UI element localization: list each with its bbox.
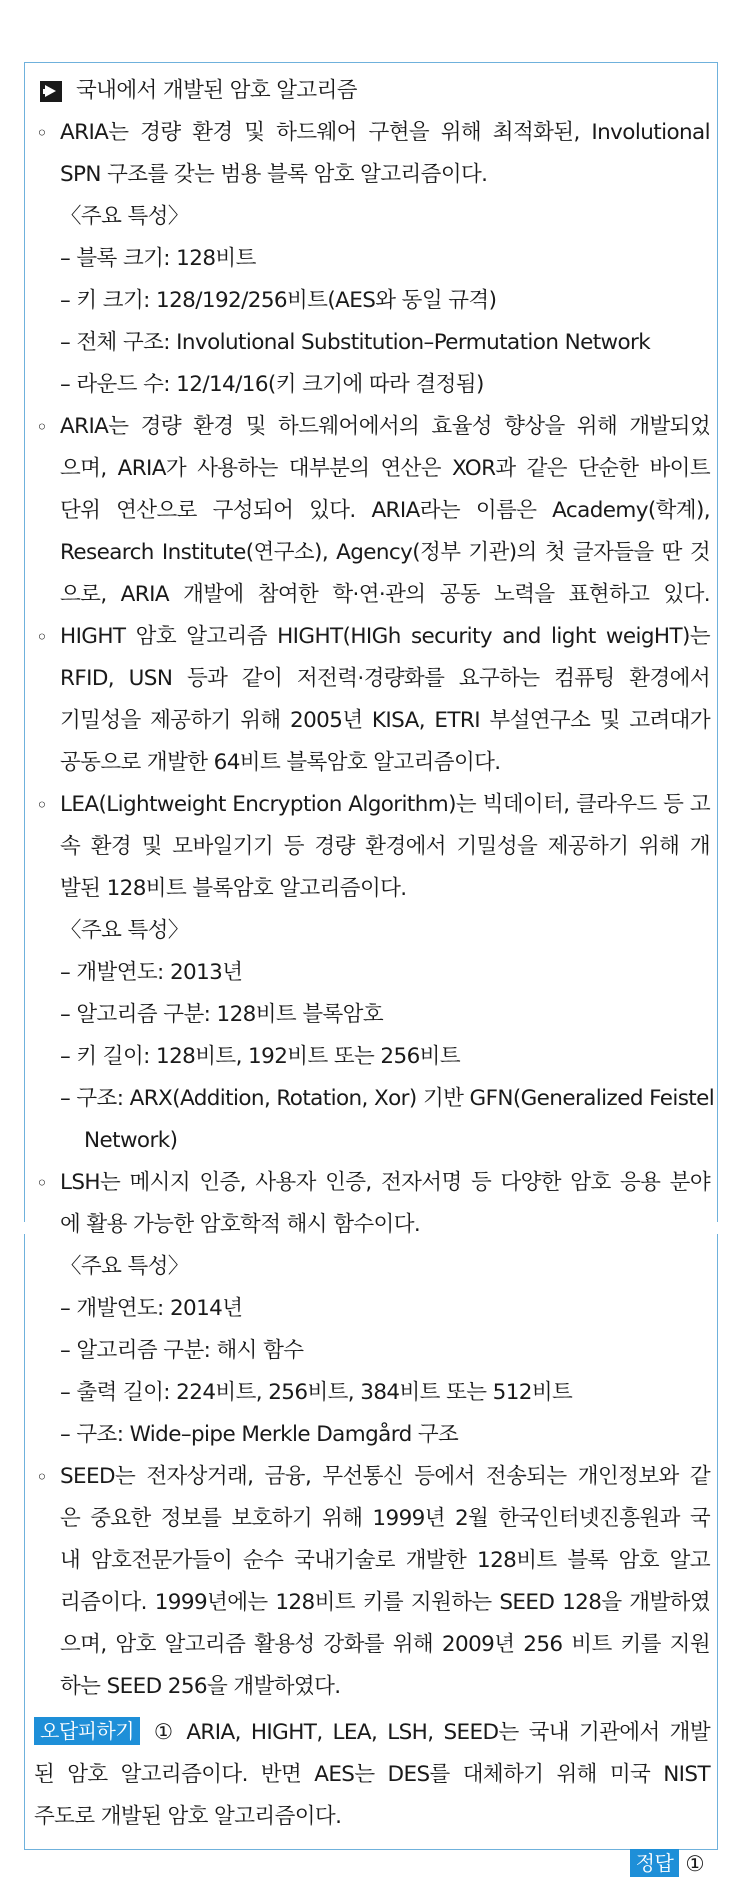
line-text: 주도로 개발된 암호 알고리즘이다.	[34, 1804, 342, 1829]
line-text: RFID, USN 등과 같이 저전력·경량화를 요구하는 컴퓨팅 환경에서	[60, 666, 710, 691]
aria-desc-line-3	[34, 490, 710, 532]
note-line-1	[34, 1712, 710, 1754]
section-title	[34, 70, 710, 112]
hight-line-3	[34, 700, 710, 742]
line-text: – 전체 구조: Involutional Substitution–Permutation Network	[60, 330, 651, 355]
note-line-2	[34, 1754, 710, 1796]
lsh-features-heading	[34, 1246, 710, 1288]
lsh-feature-year	[34, 1288, 710, 1330]
note-label-badge: 오답피하기	[34, 1717, 140, 1745]
aria-intro-line-1	[34, 112, 710, 154]
line-text: 으며, 암호 알고리즘 활용성 강화를 위해 2009년 256 비트 키를 지원	[60, 1632, 710, 1657]
line-text: SPN 구조를 갖는 범용 블록 암호 알고리즘이다.	[60, 162, 488, 187]
bullet-icon: ◦	[36, 793, 48, 817]
lea-feature-structure-cont	[34, 1120, 710, 1162]
line-text: LEA(Lightweight Encryption Algorithm)는 빅데이터, 클라우드 등 고	[60, 792, 710, 817]
aria-feature-key	[34, 280, 710, 322]
line-text: 리즘이다. 1999년에는 128비트 키를 지원하는 SEED 128을 개발하였	[60, 1590, 710, 1615]
lsh-line-2	[34, 1204, 710, 1246]
bullet-icon: ◦	[36, 415, 48, 439]
lea-feature-structure	[34, 1078, 715, 1120]
lsh-feature-output	[34, 1372, 710, 1414]
seed-line-2	[34, 1498, 710, 1540]
line-text: HIGHT 암호 알고리즘 HIGHT(HIGh security and light weigHT)는	[60, 624, 710, 649]
content	[34, 70, 715, 1886]
lsh-feature-structure	[34, 1414, 710, 1456]
line-text: 속 환경 및 모바일기기 등 경량 환경에서 기밀성을 제공하기 위해 개	[60, 834, 710, 859]
aria-desc-line-1	[34, 406, 710, 448]
line-text: – 구조: Wide–pipe Merkle Damgård 구조	[60, 1422, 459, 1447]
lea-line-2	[34, 826, 710, 868]
section-title-text: 국내에서 개발된 암호 알고리즘	[76, 78, 357, 103]
answer-value: ①	[685, 1852, 704, 1877]
line-text: 내 암호전문가들이 순수 국내기술로 개발한 128비트 블록 암호 알고	[60, 1548, 710, 1573]
bullet-icon: ◦	[36, 121, 48, 145]
line-text: – 라운드 수: 12/14/16(키 크기에 따라 결정됨)	[60, 372, 484, 397]
line-text: 으며, ARIA가 사용하는 대부분의 연산은 XOR과 같은 단순한 바이트	[60, 456, 710, 481]
frame-break-left	[20, 1222, 30, 1234]
line-text: SEED는 전자상거래, 금융, 무선통신 등에서 전송되는 개인정보와 같	[60, 1464, 710, 1489]
arrow-box-icon	[40, 81, 62, 102]
hight-line-1	[34, 616, 710, 658]
line-text: – 개발연도: 2013년	[60, 960, 243, 985]
aria-feature-block	[34, 238, 710, 280]
line-text: – 키 크기: 128/192/256비트(AES와 동일 규격)	[60, 288, 497, 313]
seed-line-6	[34, 1666, 710, 1708]
line-text: 으로, ARIA 개발에 참여한 학·연·관의 공동 노력을 표현하고 있다.	[60, 582, 710, 607]
line-text: LSH는 메시지 인증, 사용자 인증, 전자서명 등 다양한 암호 응용 분야	[60, 1170, 710, 1195]
lea-features-heading	[34, 910, 710, 952]
line-text: 공동으로 개발한 64비트 블록암호 알고리즘이다.	[60, 750, 501, 775]
seed-line-5	[34, 1624, 710, 1666]
line-text: 하는 SEED 256을 개발하였다.	[60, 1674, 341, 1699]
bullet-icon: ◦	[36, 1171, 48, 1195]
line-text: 단위 연산으로 구성되어 있다. ARIA라는 이름은 Academy(학계),	[60, 498, 710, 523]
line-text: – 출력 길이: 224비트, 256비트, 384비트 또는 512비트	[60, 1380, 573, 1405]
lea-feature-year	[34, 952, 710, 994]
line-text: 기밀성을 제공하기 위해 2005년 KISA, ETRI 부설연구소 및 고려대가	[60, 708, 710, 733]
answer-label-badge: 정답	[630, 1849, 680, 1877]
lea-line-3	[34, 868, 710, 910]
seed-line-1	[34, 1456, 710, 1498]
line-text: ARIA는 경량 환경 및 하드웨어에서의 효율성 향상을 위해 개발되었	[60, 414, 710, 439]
line-text: 된 암호 알고리즘이다. 반면 AES는 DES를 대체하기 위해 미국 NIST	[34, 1762, 710, 1787]
note-line-3	[34, 1796, 710, 1838]
aria-desc-line-2	[34, 448, 710, 490]
line-text: Network)	[84, 1128, 178, 1153]
line-text: – 블록 크기: 128비트	[60, 246, 256, 271]
line-text: 〈주요 특성〉	[60, 204, 189, 229]
line-text: ARIA는 경량 환경 및 하드웨어 구현을 위해 최적화된, Involutional	[60, 120, 710, 145]
lea-line-1	[34, 784, 710, 826]
seed-line-3	[34, 1540, 710, 1582]
answer-row	[34, 1844, 710, 1886]
line-text: – 구조: ARX(Addition, Rotation, Xor) 기반 GFN(Generalized Feistel	[60, 1086, 715, 1111]
aria-feature-rounds	[34, 364, 710, 406]
lsh-feature-type	[34, 1330, 710, 1372]
aria-desc-line-4	[34, 532, 710, 574]
hight-line-4	[34, 742, 710, 784]
lsh-line-1	[34, 1162, 710, 1204]
line-text: – 개발연도: 2014년	[60, 1296, 243, 1321]
bullet-icon: ◦	[36, 625, 48, 649]
lea-feature-type	[34, 994, 710, 1036]
line-text: – 알고리즘 구분: 해시 함수	[60, 1338, 304, 1363]
lea-feature-key	[34, 1036, 710, 1078]
bullet-icon: ◦	[36, 1465, 48, 1489]
line-text: 〈주요 특성〉	[60, 1254, 189, 1279]
line-text: 은 중요한 정보를 보호하기 위해 1999년 2월 한국인터넷진흥원과 국	[60, 1506, 710, 1531]
frame-break-right	[713, 1222, 723, 1234]
line-text: – 알고리즘 구분: 128비트 블록암호	[60, 1002, 383, 1027]
aria-feature-structure	[34, 322, 710, 364]
line-text: 에 활용 가능한 암호학적 해시 함수이다.	[60, 1212, 421, 1237]
aria-desc-line-5	[34, 574, 710, 616]
line-text: – 키 길이: 128비트, 192비트 또는 256비트	[60, 1044, 461, 1069]
hight-line-2	[34, 658, 710, 700]
line-text: Research Institute(연구소), Agency(정부 기관)의 첫 글자들을 딴 것	[60, 540, 710, 565]
aria-intro-line-2	[34, 154, 710, 196]
line-text: 〈주요 특성〉	[60, 918, 189, 943]
line-text: ① ARIA, HIGHT, LEA, LSH, SEED는 국내 기관에서 개발	[150, 1720, 710, 1745]
aria-features-heading	[34, 196, 710, 238]
seed-line-4	[34, 1582, 710, 1624]
line-text: 발된 128비트 블록암호 알고리즘이다.	[60, 876, 407, 901]
